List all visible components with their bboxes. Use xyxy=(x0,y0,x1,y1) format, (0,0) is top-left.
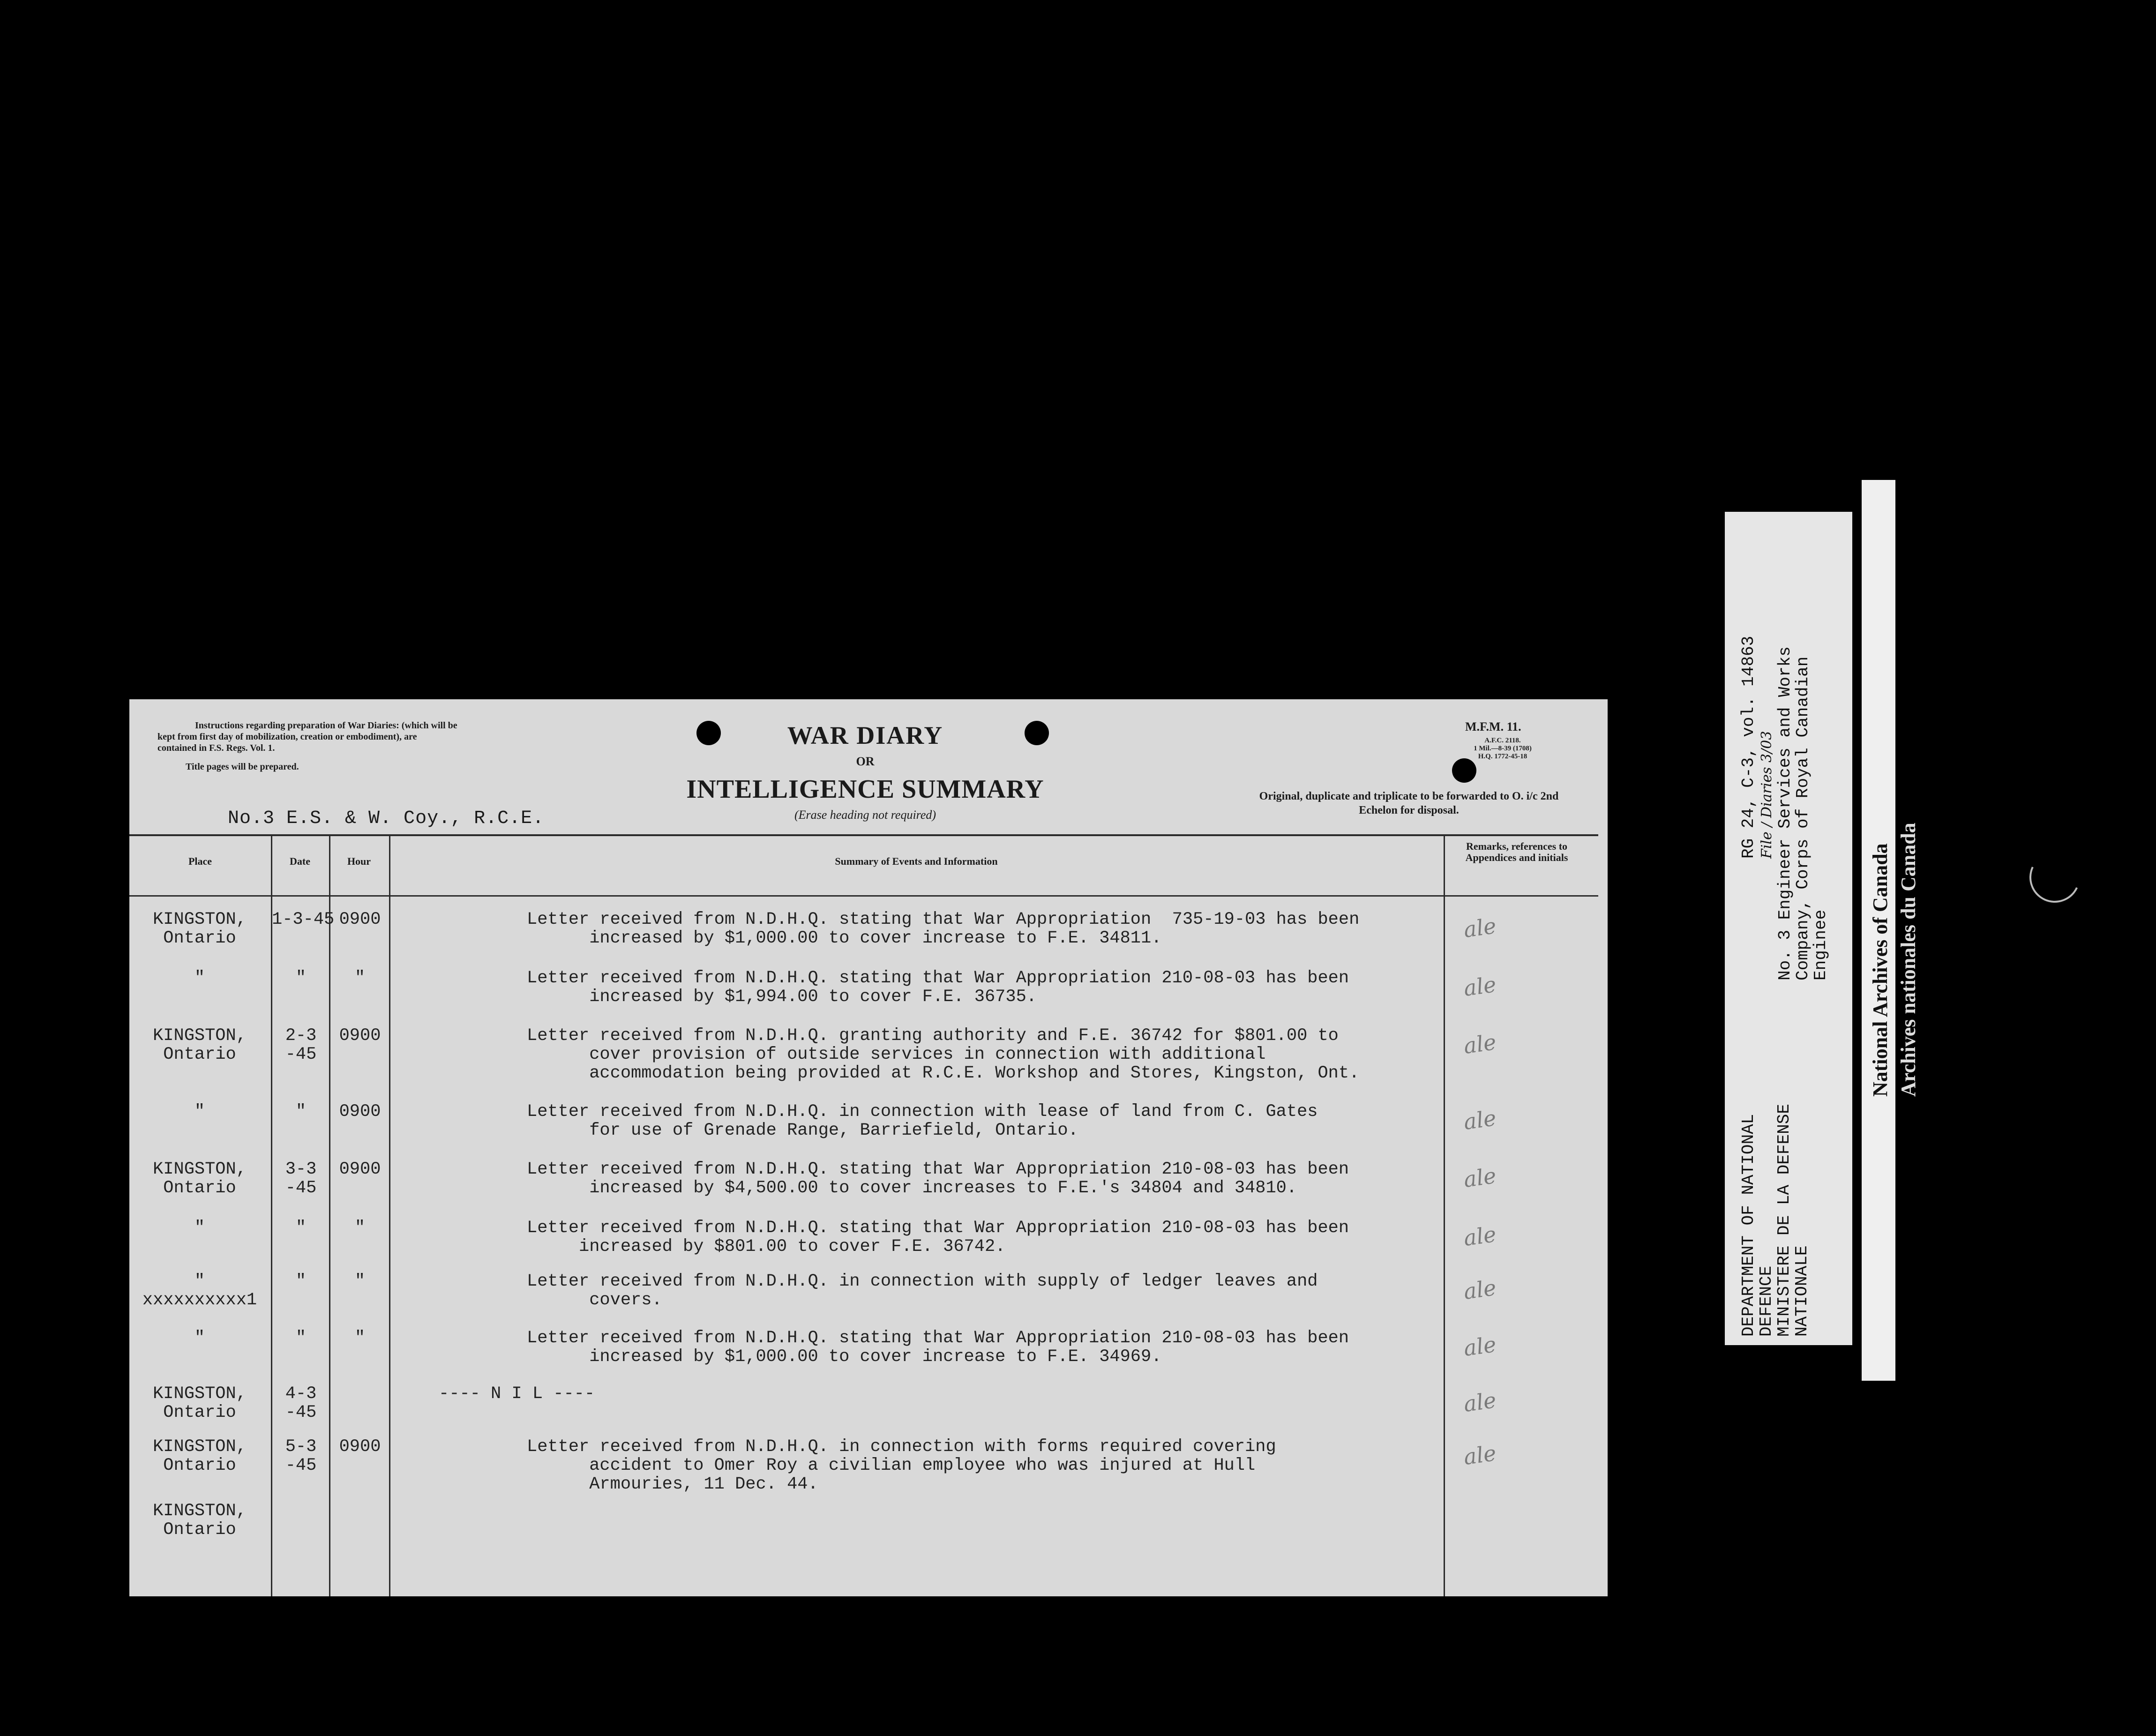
entry-summary: ---- N I L ---- xyxy=(439,1384,595,1404)
entry-summary: Letter received from N.D.H.Q. stating that War Appropriation 210-08-03 has been increased by $1,000.00 to cover increase to F.E. 34969. xyxy=(527,1328,1349,1367)
entry-date: 5-3 -45 xyxy=(285,1437,317,1475)
entry-date: 1-3-45 xyxy=(272,910,335,929)
punch-hole-far-right xyxy=(1452,758,1476,783)
entry-place: " xyxy=(194,1328,205,1348)
entry-hour: 0900 xyxy=(339,910,381,929)
table-top-rule xyxy=(129,834,1598,836)
hq-code: H.Q. 1772-45-18 xyxy=(1478,753,1527,760)
column-header-remarks: Remarks, references to Appendices and initials xyxy=(1465,840,1568,863)
entry-initials: ale xyxy=(1462,971,1498,1002)
entry-place: " xyxy=(194,968,205,988)
entry-place: KINGSTON, Ontario xyxy=(153,1160,247,1198)
afc-code: A.F.C. 2118. xyxy=(1484,737,1521,744)
entry-hour: " xyxy=(354,1328,366,1348)
archive-unit-full: No. 3 Engineer Services and Works Company, Corps of Royal Canadian Enginee xyxy=(1775,646,1830,980)
archive-file-note: File / Diaries 3/03 xyxy=(1759,731,1775,859)
archives-name-en: National Archives of Canada xyxy=(1869,843,1892,1097)
entry-date: " xyxy=(295,1218,307,1238)
archive-department: DEPARTMENT OF NATIONAL DEFENCE MINISTERE DE LA DEFENSE NATIONALE xyxy=(1739,1104,1812,1337)
instructions xyxy=(157,720,457,772)
entry-summary: Letter received from N.D.H.Q. in connection with lease of land from C. Gates for use of Grenade Range, Barriefield, Ontario. xyxy=(527,1102,1318,1140)
entry-summary: Letter received from N.D.H.Q. in connection with forms required covering accident to Omer Roy a civilian employee who was injured at Hull Armouries, 11 Dec. 44. xyxy=(527,1437,1276,1494)
col-divider-hour xyxy=(389,834,390,1596)
table-header-rule xyxy=(129,895,1598,897)
entry-hour: 0900 xyxy=(339,1102,381,1122)
mil-code: 1 Mil.—8-39 (1708) xyxy=(1474,745,1532,752)
title-war-diary: WAR DIARY xyxy=(787,721,943,749)
archive-label-strip xyxy=(1725,512,1852,1345)
entry-place: KINGSTON, Ontario xyxy=(153,1501,247,1540)
entry-summary: Letter received from N.D.H.Q. stating that War Appropriation 735-19-03 has been increased by $1,000.00 to cover increase to F.E. 34811. xyxy=(527,910,1360,948)
entry-place: KINGSTON, Ontario xyxy=(153,1437,247,1475)
entry-summary: Letter received from N.D.H.Q. stating that War Appropriation 210-08-03 has been increased by $801.00 to cover F.E. 36742. xyxy=(527,1218,1349,1257)
entry-date: " xyxy=(295,1102,307,1122)
entry-hour: " xyxy=(354,968,366,988)
title-or: OR xyxy=(856,755,875,768)
entry-place: KINGSTON, Ontario xyxy=(153,910,247,948)
entry-hour: 0900 xyxy=(339,1026,381,1046)
entry-initials: ale xyxy=(1462,1331,1498,1362)
column-header-summary: Summary of Events and Information xyxy=(835,855,998,867)
entry-hour: " xyxy=(354,1272,366,1291)
war-diary-sheet xyxy=(129,699,1608,1596)
entry-initials: ale xyxy=(1462,1029,1498,1059)
erase-note: (Erase heading not required) xyxy=(794,808,936,822)
entry-initials: ale xyxy=(1462,1274,1498,1305)
entry-hour: 0900 xyxy=(339,1160,381,1179)
distribution-note: Original, duplicate and triplicate to be forwarded to O. i/c 2nd Echelon for disposal. xyxy=(1259,790,1559,816)
entry-hour: " xyxy=(354,1218,366,1238)
entry-initials: ale xyxy=(1462,1221,1498,1251)
entry-initials: ale xyxy=(1462,1387,1498,1417)
entry-place: " xxxxxxxxxx1 xyxy=(142,1272,257,1310)
entry-summary: Letter received from N.D.H.Q. in connection with supply of ledger leaves and covers. xyxy=(527,1272,1318,1310)
title-pages-note: Title pages will be prepared. xyxy=(186,762,299,772)
punch-hole-right xyxy=(1025,721,1049,745)
entry-place: " xyxy=(194,1102,205,1122)
col-divider-date xyxy=(329,834,330,1596)
entry-initials: ale xyxy=(1462,1162,1498,1193)
entry-place: " xyxy=(194,1218,205,1238)
punch-hole-left xyxy=(696,721,721,745)
entry-initials: ale xyxy=(1462,1105,1498,1135)
instructions-text: Instructions regarding preparation of War Diaries: (which will be kept from first day of mobilization, creation or embodiment), are contained in F.S. Regs. Vol. 1. xyxy=(157,720,457,753)
entry-place: KINGSTON, Ontario xyxy=(153,1384,247,1422)
entry-summary: Letter received from N.D.H.Q. granting authority and F.E. 36742 for $801.00 to cover provision of outside services in connection with additional accommodation being provided at R.C.E. Workshop and Stores, Kingston, Ont. xyxy=(527,1026,1360,1083)
entry-date: " xyxy=(295,968,307,988)
entry-date: 3-3 -45 xyxy=(285,1160,317,1198)
entry-summary: Letter received from N.D.H.Q. stating that War Appropriation 210-08-03 has been increased by $4,500.00 to cover increases to F.E.'s 34804 and 34810. xyxy=(527,1160,1349,1198)
entry-date: " xyxy=(295,1328,307,1348)
entry-initials xyxy=(1464,1495,1566,1509)
archive-reference: RG 24, C-3, vol. 14863 xyxy=(1739,636,1758,859)
column-header-hour: Hour xyxy=(347,855,371,867)
entry-place: KINGSTON, Ontario xyxy=(153,1026,247,1064)
scan-mark xyxy=(2022,845,2087,910)
col-divider-place xyxy=(271,834,272,1596)
entry-initials: ale xyxy=(1462,913,1498,943)
entry-initials: ale xyxy=(1462,1440,1498,1470)
col-divider-summary xyxy=(1444,834,1445,1596)
entry-hour: 0900 xyxy=(339,1437,381,1457)
entry-summary: Letter received from N.D.H.Q. stating that War Appropriation 210-08-03 has been increased by $1,994.00 to cover F.E. 36735. xyxy=(527,968,1349,1007)
form-code: M.F.M. 11. xyxy=(1465,720,1521,733)
title-intelligence-summary: INTELLIGENCE SUMMARY xyxy=(686,775,1044,804)
column-header-place: Place xyxy=(188,855,212,867)
column-header-date: Date xyxy=(290,855,310,867)
entry-date: 2-3 -45 xyxy=(285,1026,317,1064)
entry-date: 4-3 -45 xyxy=(285,1384,317,1422)
entry-date: " xyxy=(295,1272,307,1291)
form-codes-block xyxy=(1470,737,1535,761)
unit-name: No.3 E.S. & W. Coy., R.C.E. xyxy=(228,808,545,829)
archives-name-fr: Archives nationales du Canada xyxy=(1897,823,1920,1097)
